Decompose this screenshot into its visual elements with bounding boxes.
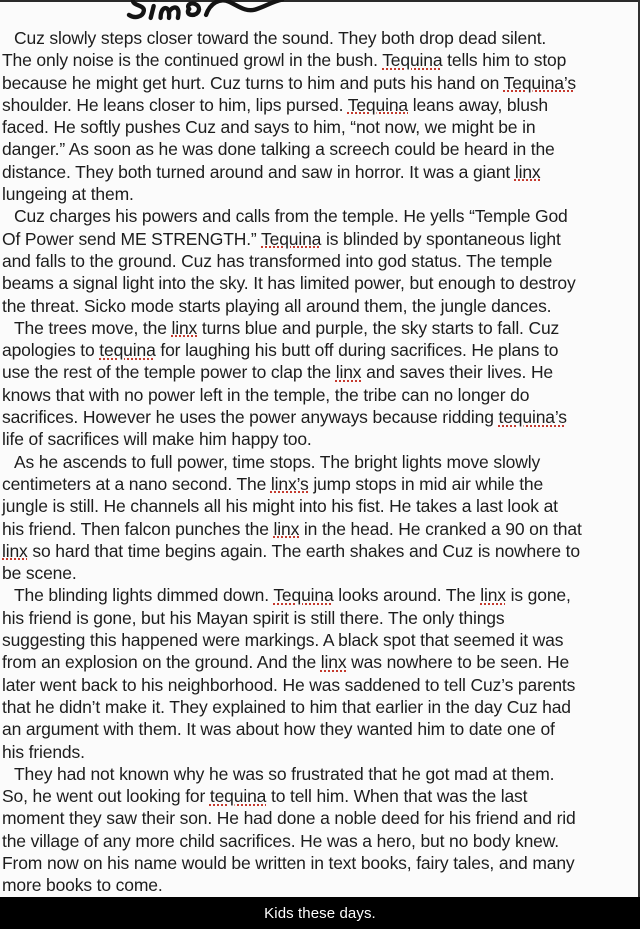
text-run: and falls to the ground. Cuz has transformed into god status. The temple [2, 250, 553, 271]
misspelled-word: linx [2, 540, 28, 561]
text-line [0, 161, 640, 183]
text-line [0, 406, 640, 428]
text-line [0, 116, 640, 138]
misspelled-word: Tequina [382, 50, 443, 71]
text-line [0, 518, 640, 540]
text-line [0, 718, 640, 740]
text-run: more books to come. [2, 875, 163, 896]
misspelled-word: Tequina [347, 94, 408, 115]
text-run: moment they saw their son. He had done a noble deed for his friend and rid [2, 808, 576, 829]
text-line [0, 562, 640, 584]
text-run: from an explosion on the ground. And the [2, 652, 321, 673]
text-run: in the head. He cranked a 90 on that [299, 518, 582, 539]
misspelled-word: linx [320, 652, 347, 673]
text-run: is blinded by spontaneous light [321, 228, 561, 249]
misspelled-word: linx [171, 317, 198, 338]
text-run: the village of any more child sacrifices. He was a hero, but no body knew. [2, 830, 559, 851]
text-run: The only noise is the continued growl in the bush. [2, 50, 383, 71]
text-run: suggesting this happened were markings. A black spot that seemed it was [2, 630, 564, 651]
misspelled-word: linx [273, 518, 300, 539]
misspelled-word: tequina [209, 786, 267, 807]
story-paragraph [0, 451, 640, 585]
text-line [0, 629, 640, 651]
text-line [0, 428, 640, 450]
text-run: Of Power send ME STRENGTH.” [2, 228, 262, 249]
text-run: and saves their lives. He [361, 362, 554, 383]
misspelled-word: linx [514, 161, 541, 182]
text-line [0, 785, 640, 807]
text-line [0, 138, 640, 160]
text-run: centimeters at a nano second. The [2, 473, 271, 494]
misspelled-word: tequina [99, 340, 156, 361]
text-line [0, 651, 640, 673]
text-run: Cuz slowly steps closer toward the sound. They both drop dead silent. [14, 28, 547, 48]
text-run: The trees move, the [14, 317, 172, 338]
text-run: jungle is still. He channels all his might into his fist. He takes a last look at [2, 496, 558, 517]
text-line [0, 183, 640, 205]
text-line [0, 540, 640, 562]
text-line [0, 339, 640, 361]
text-line [0, 741, 640, 763]
text-line [0, 852, 640, 874]
text-line [0, 272, 640, 294]
text-run: later went back to his neighborhood. He was saddened to tell Cuz’s parents [2, 674, 576, 695]
text-line [0, 807, 640, 829]
text-run: lungeing at them. [2, 184, 134, 205]
misspelled-word: linx’s [270, 473, 309, 494]
text-line [0, 451, 640, 473]
text-line [0, 495, 640, 517]
text-line [0, 473, 640, 495]
text-line [0, 27, 640, 49]
text-line [0, 763, 640, 785]
text-line [0, 584, 640, 606]
text-run: was nowhere to be seen. He [346, 652, 570, 673]
text-line [0, 874, 640, 896]
text-run: As he ascends to full power, time stops. The bright lights move slowly [14, 451, 541, 472]
text-run: beams a signal light into the sky. It has limited power, but enough to destroy [2, 273, 576, 294]
text-run: is gone, [505, 585, 571, 606]
text-line [0, 72, 640, 94]
text-line [0, 49, 640, 71]
caption-text: Kids these days. [264, 904, 376, 922]
text-run: sacrifices. However he uses the power anyways because ridding [2, 407, 499, 428]
text-line [0, 384, 640, 406]
text-run: that he didn’t make it. They explained to him that earlier in the day Cuz had [2, 696, 571, 717]
text-line [0, 674, 640, 696]
misspelled-word: linx [480, 585, 506, 606]
text-run: So, he went out looking for [2, 786, 210, 807]
text-run: The blinding lights dimmed down. [14, 585, 274, 606]
misspelled-word: Tequina’s [503, 72, 576, 93]
story-paragraph [0, 27, 640, 205]
misspelled-word: Tequina [273, 585, 334, 606]
story-paragraph [0, 763, 640, 897]
text-run: jump stops in mid air while the [308, 473, 544, 494]
text-run: use the rest of the temple power to clap the [2, 362, 336, 383]
text-run: tells him to stop [442, 50, 567, 71]
text-run: for laughing his butt off during sacrifices. He plans to [155, 340, 559, 361]
text-line [0, 830, 640, 852]
text-run: They had not known why he was so frustrated that he got mad at them. [14, 763, 555, 784]
text-line [0, 205, 640, 227]
misspelled-word: tequina’s [498, 407, 567, 428]
text-line [0, 696, 640, 718]
text-run: to tell him. When that was the last [266, 786, 528, 807]
story-paragraph [0, 584, 640, 762]
text-run: the threat. Sicko mode starts playing all around them, the jungle dances. [2, 295, 552, 316]
text-run: From now on his name would be written in text books, fairy tales, and many [2, 852, 575, 873]
text-line [0, 295, 640, 317]
story-paragraph [0, 205, 640, 316]
text-run: an argument with them. It was about how they wanted him to date one of [2, 719, 555, 740]
text-line [0, 228, 640, 250]
misspelled-word: Tequina [261, 228, 322, 249]
text-run: shoulder. He leans closer to him, lips pursed. [2, 94, 348, 115]
text-run: distance. They both turned around and saw in horror. It was a giant [2, 161, 515, 182]
text-run: leans away, blush [408, 94, 548, 115]
text-run: looks around. The [333, 585, 481, 606]
text-run: faced. He softly pushes Cuz and says to him, “not now, we might be in [2, 117, 536, 138]
text-line [0, 250, 640, 272]
text-run: because he might get hurt. Cuz turns to him and puts his hand on [2, 72, 504, 93]
text-line [0, 361, 640, 383]
text-run: so hard that time begins again. The earth shakes and Cuz is nowhere to [27, 540, 580, 561]
text-run: Cuz charges his powers and calls from the temple. He yells “Temple God [14, 206, 568, 227]
caption-bar [0, 897, 640, 929]
text-run: turns blue and purple, the sky starts to fall. Cuz [197, 317, 560, 338]
text-line [0, 607, 640, 629]
text-run: apologies to [2, 340, 100, 361]
text-run: be scene. [2, 563, 77, 584]
story-paragraph [0, 317, 640, 451]
misspelled-word: linx [335, 362, 362, 383]
text-run: his friend. Then falcon punches the [2, 518, 274, 539]
text-run: his friends. [2, 741, 85, 762]
text-line [0, 94, 640, 116]
text-run: his friend is gone, but his Mayan spirit is still there. The only things [2, 607, 505, 628]
text-run: danger.” As soon as he was done talking a screech could be heard in the [2, 139, 555, 160]
text-run: life of sacrifices will make him happy too. [2, 429, 312, 450]
text-line [0, 317, 640, 339]
text-run: knows that with no power left in the temple, the tribe can no longer do [2, 384, 530, 405]
